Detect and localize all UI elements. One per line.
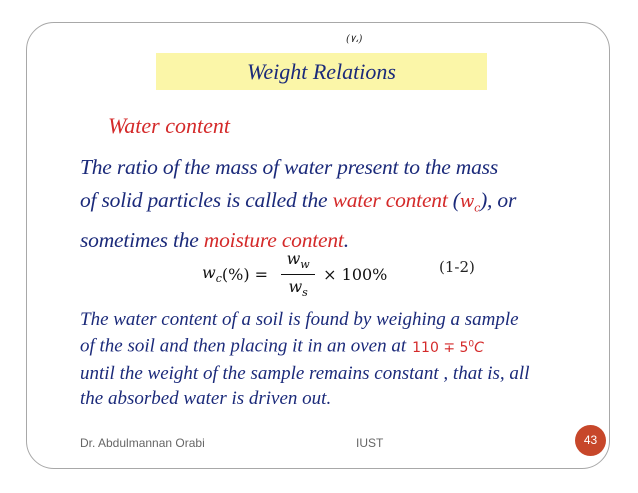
definition-line-1: The ratio of the mass of water present to the mass — [80, 155, 499, 179]
equation-number: (1-2) — [439, 258, 475, 276]
den-sub: s — [302, 285, 308, 299]
den-symbol: w — [288, 276, 303, 296]
title-bar — [156, 53, 487, 90]
footer-institution: IUST — [356, 436, 384, 450]
section-subtitle: Water content — [108, 113, 230, 138]
procedure-line-4: the absorbed water is driven out. — [80, 387, 332, 409]
water-content-term: water content — [332, 188, 448, 212]
fraction-denominator — [286, 277, 309, 299]
lhs-symbol: w — [202, 262, 216, 282]
definition-text: sometimes the — [80, 228, 204, 253]
num-sub: w — [300, 258, 310, 272]
slide-title: Weight Relations — [247, 59, 396, 84]
num-symbol: w — [286, 249, 301, 269]
oven-temperature — [412, 340, 484, 356]
page-number-badge: 43 — [575, 425, 606, 456]
procedure-line-1: The water content of a soil is found by weighing a sample — [80, 309, 519, 330]
wc-symbol-sub: c — [474, 201, 481, 215]
lhs-sub: c — [215, 272, 222, 286]
procedure-text: of the soil and then placing it in an oven at — [80, 335, 407, 357]
temp-unit: C — [474, 339, 484, 356]
fraction-bar — [281, 274, 315, 275]
paren-open: ( — [447, 188, 460, 212]
procedure-paragraph — [80, 307, 610, 411]
header-mark: (٧،) — [346, 34, 363, 45]
water-content-formula — [202, 246, 387, 302]
period: . — [343, 228, 349, 253]
definition-text: of solid particles is called the — [80, 188, 333, 212]
moisture-content-term: moisture content — [203, 228, 344, 253]
temp-degree: 0 — [468, 339, 475, 349]
formula-lhs — [202, 263, 222, 285]
footer-author: Dr. Abdulmannan Orabi — [80, 436, 205, 450]
definition-paragraph — [80, 151, 600, 257]
paren-close-or: ), or — [480, 188, 517, 212]
procedure-line-2 — [80, 332, 610, 361]
formula-rhs: × 100% — [323, 264, 388, 284]
fraction-numerator — [285, 249, 312, 271]
procedure-line-3: until the weight of the sample remains constant , that is, all — [80, 362, 530, 384]
wc-symbol — [459, 192, 481, 215]
wc-symbol-base: w — [459, 192, 475, 212]
formula-fraction — [281, 249, 315, 298]
temp-value: 110 ∓ 5 — [412, 339, 469, 356]
formula-lhs-rest: (%) = — [221, 264, 274, 284]
definition-line-2 — [80, 184, 600, 224]
